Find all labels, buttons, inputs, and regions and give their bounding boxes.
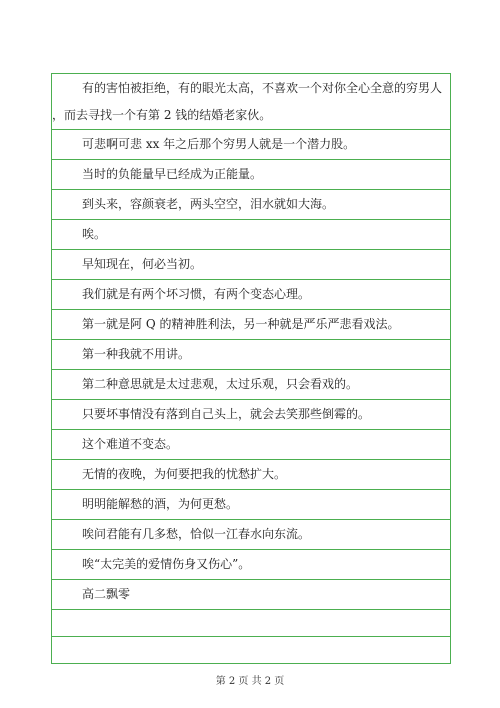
- text-row: 第一就是阿 Q 的精神胜利法，另一种就是严乐严悲看戏法。: [52, 310, 450, 340]
- page-footer: 第 2 页 共 2 页: [215, 676, 285, 687]
- text-row: 高二飘零: [52, 580, 450, 610]
- text-row: 唉。: [52, 220, 450, 250]
- text-row: 第一种我就不用讲。: [52, 340, 450, 370]
- text-row: 到头来，容颜衰老，两头空空，泪水就如大海。: [52, 190, 450, 220]
- text-row: 唉问君能有几多愁，恰似一江春水向东流。: [52, 520, 450, 550]
- empty-row: [52, 610, 450, 637]
- text-row: 第二种意思就是太过悲观，太过乐观，只会看戏的。: [52, 370, 450, 400]
- text-row: 明明能解愁的酒，为何更愁。: [52, 490, 450, 520]
- ruled-text-box: [51, 73, 451, 664]
- text-row: 唉“太完美的爱情伤身又伤心”。: [52, 550, 450, 580]
- text-row: 当时的负能量早已经成为正能量。: [52, 160, 450, 190]
- text-row: 可悲啊可悲 xx 年之后那个穷男人就是一个潜力股。: [52, 130, 450, 160]
- empty-row: [52, 637, 450, 664]
- text-row: 这个难道不变态。: [52, 430, 450, 460]
- text-line: ，而去寻找一个有第 2 钱的结婚老家伙。: [52, 108, 272, 122]
- text-row: [52, 74, 450, 130]
- text-row: 无情的夜晚，为何要把我的忧愁扩大。: [52, 460, 450, 490]
- text-row: 只要坏事情没有落到自己头上，就会去笑那些倒霉的。: [52, 400, 450, 430]
- text-row: 早知现在，何必当初。: [52, 250, 450, 280]
- text-row: 我们就是有两个坏习惯，有两个变态心理。: [52, 280, 450, 310]
- text-line: 有的害怕被拒绝，有的眼光太高，不喜欢一个对你全心全意的穷男人: [82, 81, 443, 95]
